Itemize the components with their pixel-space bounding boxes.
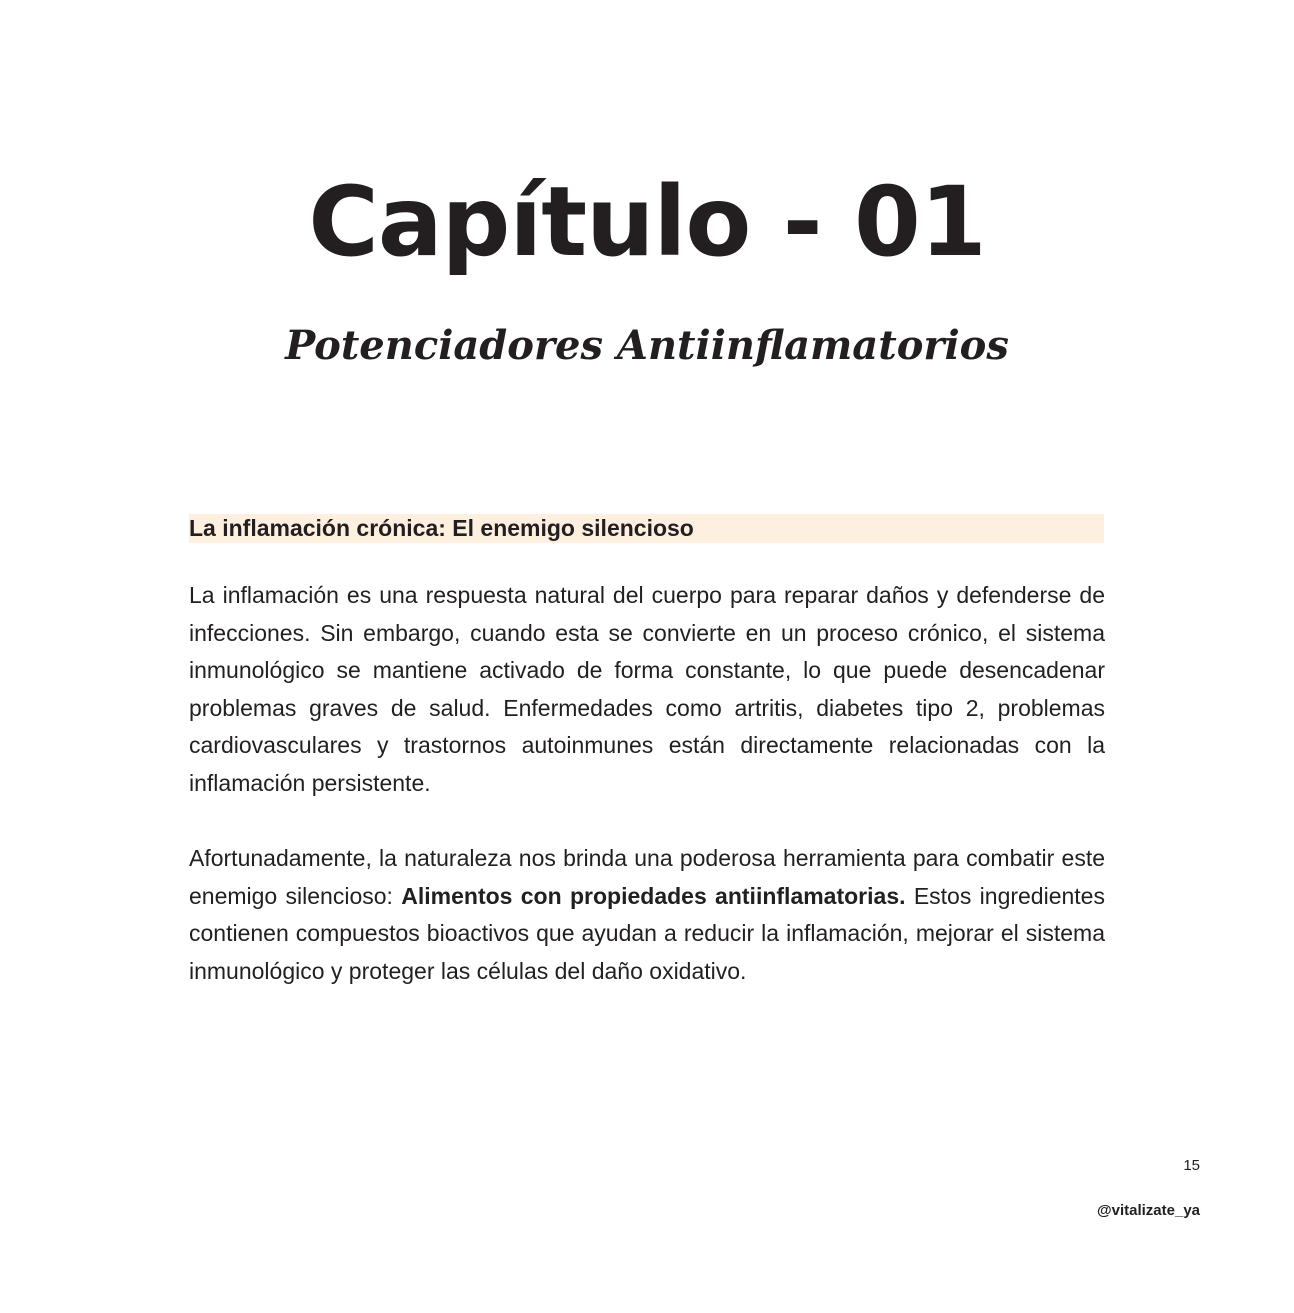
- body-paragraph-1: La inflamación es una respuesta natural del cuerpo para reparar daños y defenderse de infecciones. Sin embargo, cuando esta se convierte en un proceso crónico, el sistema inmunológico se mantiene activado de forma constante, lo que puede desencadenar problemas graves de salud. Enfermedades como artritis, diabetes tipo 2, problemas cardiovasculares y trastornos autoinmunes están directamente relacionadas con la inflamación persistente.: [189, 582, 1105, 796]
- paragraph-2-emphasis: Alimentos con propiedades antiinflamatorias.: [401, 882, 906, 909]
- page-number: 15: [1183, 1157, 1200, 1174]
- chapter-title: Capítulo - 01: [308, 166, 986, 278]
- body-paragraph-2: [189, 840, 1105, 990]
- paragraph-2-start: Afortunadamente, la naturaleza nos brinda una poderosa herramienta para combatir este enemigo silencioso:: [189, 845, 1105, 909]
- paragraph-2-end: Estos ingredientes contienen compuestos bioactivos que ayudan a reducir la inflamación, mejorar el sistema inmunológico y proteger las células del daño oxidativo.: [189, 882, 1105, 984]
- chapter-subtitle: Potenciadores Antiinflamatorios: [285, 322, 1009, 369]
- section-heading: La inflamación crónica: El enemigo silencioso: [189, 514, 1104, 543]
- social-handle: @vitalizate_ya: [1096, 1202, 1200, 1219]
